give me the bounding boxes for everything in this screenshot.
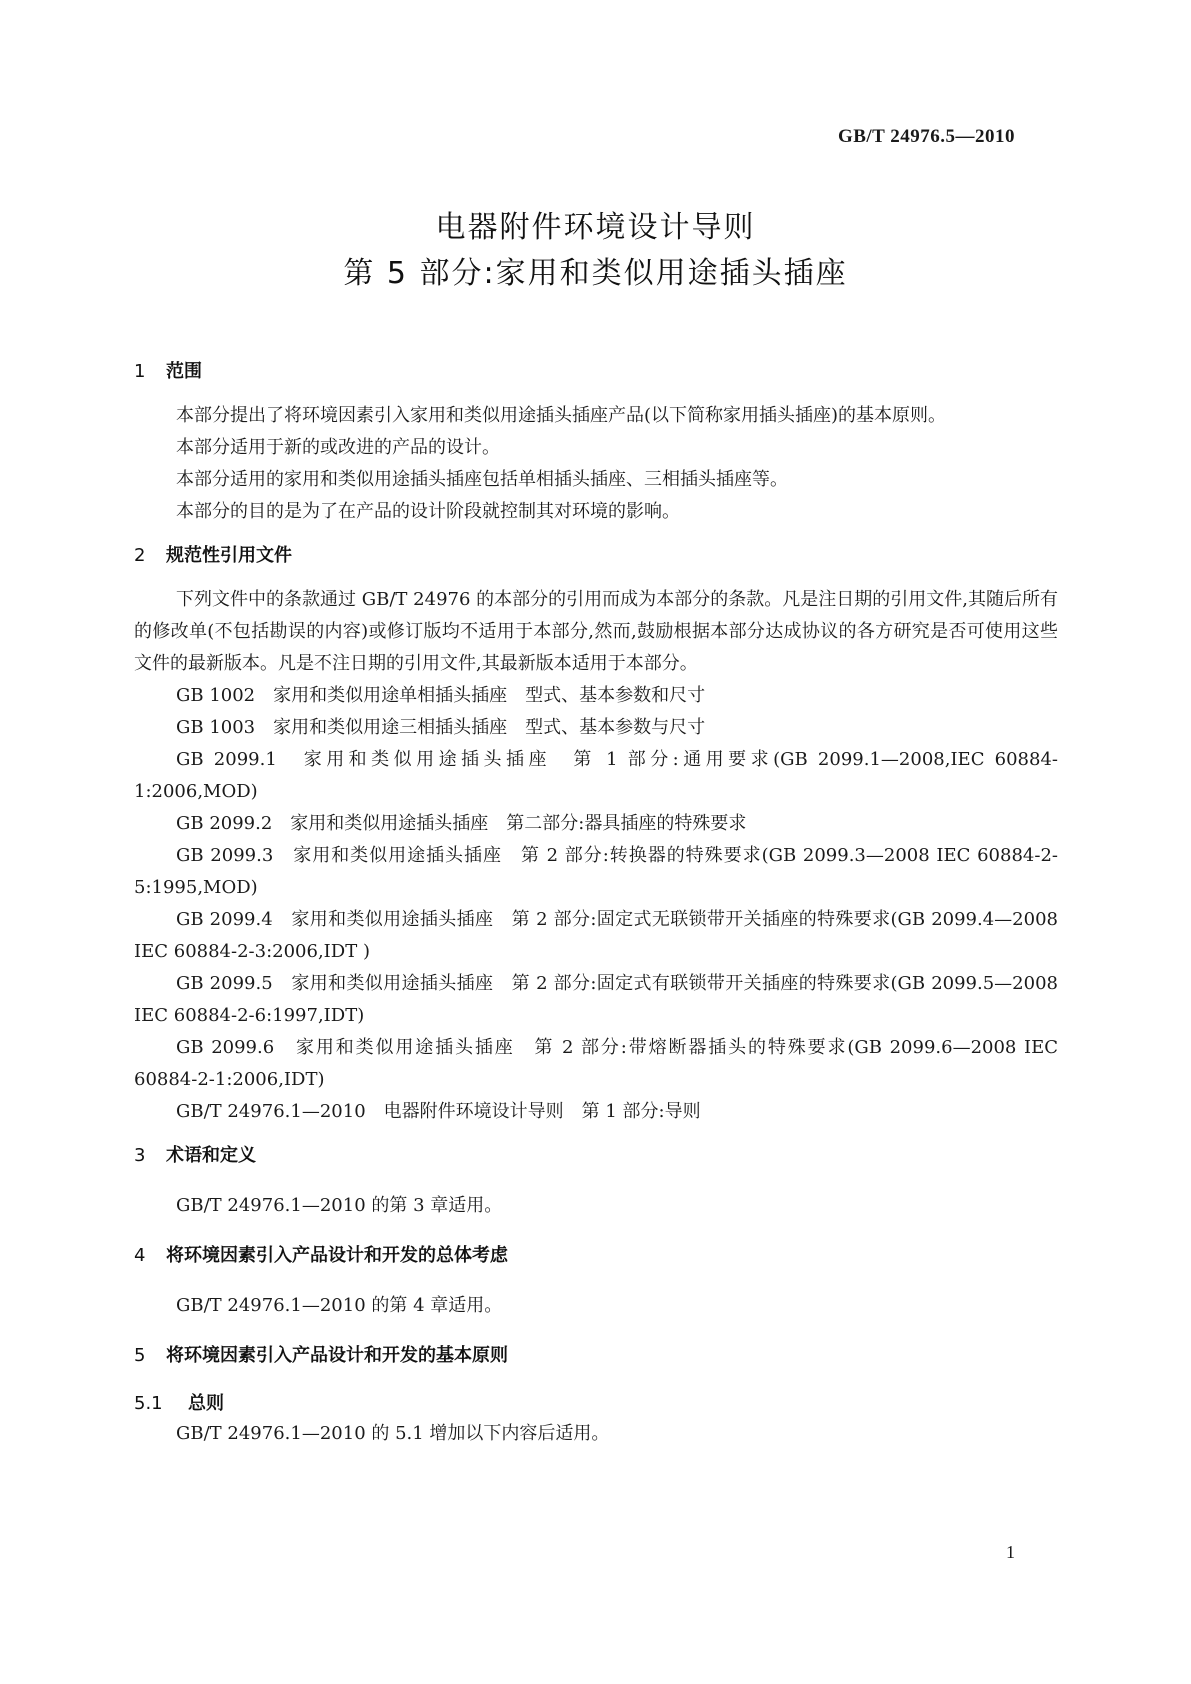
paragraph: GB/T 24976.1—2010 的 5.1 增加以下内容后适用。 [176, 1423, 610, 1444]
reference-item: GB 2099.4 家用和类似用途插头插座 第 2 部分:固定式无联锁带开关插座的特殊要求(GB 2099.4—2008 IEC 60884-2-3:2006,IDT ) [134, 909, 1058, 962]
reference-item: GB 2099.2 家用和类似用途插头插座 第二部分:器具插座的特殊要求 [176, 813, 747, 834]
title-line-1: 电器附件环境设计导则 [435, 210, 756, 245]
reference-item: GB 2099.3 家用和类似用途插头插座 第 2 部分:转换器的特殊要求(GB 2099.3—2008 IEC 60884-2-5:1995,MOD) [134, 845, 1058, 898]
section-title: 术语和定义 [166, 1145, 256, 1166]
title-line-2: 第 5 部分:家用和类似用途插头插座 [343, 256, 848, 291]
section-title: 将环境因素引入产品设计和开发的基本原则 [166, 1345, 508, 1366]
paragraph: GB/T 24976.1—2010 的第 4 章适用。 [176, 1295, 503, 1316]
paragraph: 本部分的目的是为了在产品的设计阶段就控制其对环境的影响。 [176, 501, 680, 522]
reference-item: GB/T 24976.1—2010 电器附件环境设计导则 第 1 部分:导则 [176, 1101, 701, 1122]
document-title [0, 205, 1191, 297]
reference-item: GB 1002 家用和类似用途单相插头插座 型式、基本参数和尺寸 [176, 685, 706, 706]
document-body [134, 358, 1058, 1450]
section-number: 3 [134, 1145, 146, 1166]
section-number: 5 [134, 1345, 146, 1366]
section-title: 范围 [166, 361, 202, 382]
section-4-heading [134, 1242, 1058, 1270]
reference-item: GB 2099.5 家用和类似用途插头插座 第 2 部分:固定式有联锁带开关插座的特殊要求(GB 2099.5—2008 IEC 60884-2-6:1997,IDT) [134, 973, 1058, 1026]
section-number: 4 [134, 1245, 146, 1266]
section-number: 2 [134, 545, 146, 566]
paragraph: 下列文件中的条款通过 GB/T 24976 的本部分的引用而成为本部分的条款。凡是注日期的引用文件,其随后所有的修改单(不包括勘误的内容)或修订版均不适用于本部分,然而,鼓励根据本部分达成协议的各方研究是否可使用这些文件的最新版本。凡是不注日期的引用文件,其最新版本适用于本部分。 [134, 589, 1058, 674]
paragraph: 本部分适用于新的或改进的产品的设计。 [176, 437, 500, 458]
section-3-heading [134, 1142, 1058, 1170]
section-2-heading [134, 542, 1058, 570]
subsection-5-1-heading [134, 1390, 1058, 1418]
standard-number: GB/T 24976.5—2010 [837, 126, 1015, 147]
section-title: 总则 [188, 1393, 224, 1414]
paragraph: 本部分适用的家用和类似用途插头插座包括单相插头插座、三相插头插座等。 [176, 469, 788, 490]
reference-item: GB 1003 家用和类似用途三相插头插座 型式、基本参数与尺寸 [176, 717, 706, 738]
section-5-heading [134, 1342, 1058, 1370]
reference-item: GB 2099.6 家用和类似用途插头插座 第 2 部分:带熔断器插头的特殊要求(GB 2099.6—2008 IEC 60884-2-1:2006,IDT) [134, 1037, 1058, 1090]
section-title: 将环境因素引入产品设计和开发的总体考虑 [166, 1245, 508, 1266]
section-number: 5.1 [134, 1393, 163, 1414]
page-number: 1 [1006, 1542, 1015, 1562]
section-title: 规范性引用文件 [166, 545, 292, 566]
reference-item: GB 2099.1 家用和类似用途插头插座 第 1 部分:通用要求(GB 2099.1—2008,IEC 60884-1:2006,MOD) [134, 749, 1058, 802]
section-1-heading [134, 358, 1058, 386]
paragraph: GB/T 24976.1—2010 的第 3 章适用。 [176, 1195, 503, 1216]
section-number: 1 [134, 361, 146, 382]
paragraph: 本部分提出了将环境因素引入家用和类似用途插头插座产品(以下简称家用插头插座)的基本原则。 [176, 405, 947, 426]
